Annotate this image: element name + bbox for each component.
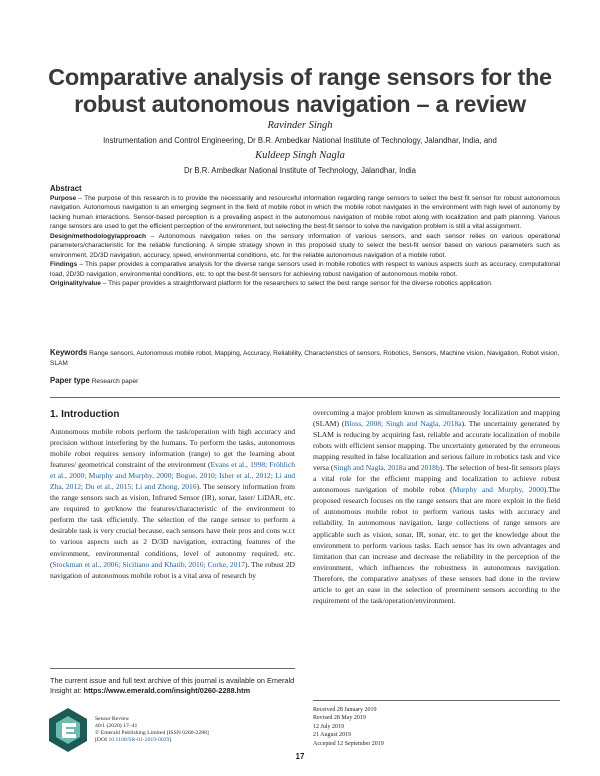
article-dates <box>313 706 384 748</box>
body-text: ). The robust 2D navigation of autonomous mobile robot is a vital area of research by <box>50 559 295 580</box>
date-received: Received 28 January 2019 <box>313 707 377 713</box>
abstract-purpose <box>50 194 560 232</box>
keywords-label: Keywords <box>50 348 88 357</box>
findings-label: Findings <box>50 261 78 269</box>
body-text: and <box>406 463 421 473</box>
body-text: ). The uncertainty generated by SLAM is reducing by acquiring fast, reliable and accurate localization of mobile robots with efficient sensor mapping. The uncertainty generated by the erroneous mapping resulted in false localization and serious failure in robotics task and vice versa ( <box>313 419 560 473</box>
footnote-url[interactable]: https://www.emerald.com/insight/0260-2288.htm <box>83 686 251 695</box>
body-paragraph <box>313 407 560 606</box>
doi-link[interactable]: 10.1108/SR-01-2019-0029 <box>108 737 170 744</box>
body-text: ). The selection of best-fit sensors plays a vital role for the efficient mapping and localization to achieve robust autonomous navigation of mobile robot ( <box>313 463 560 495</box>
footnote <box>50 676 295 696</box>
abstract-design <box>50 232 560 261</box>
journal-publisher: © Emerald Publishing Limited [ISSN 0260-2288] <box>95 730 209 737</box>
footnote-text: The current issue and full text archive of this journal is available on Emerald Insight at: <box>50 676 295 695</box>
dates-divider <box>313 700 560 701</box>
abstract-findings <box>50 260 560 279</box>
doi-suffix: ] <box>169 737 172 744</box>
keywords-text: Range sensors, Autonomous mobile robot, Mapping, Accuracy, Reliability, Characteristics of sensors, Robotics, Sensors, Machine vision, Navigation, Robot vision, SLAM <box>50 350 560 367</box>
design-label: Design/methodology/approach <box>50 232 147 240</box>
body-text: Autonomous mobile robots perform the task/operation with high accuracy and precision without interfering by the humans. To perform the tasks, autonomous mobile robot requires sensory information (range) to get the learning about features/ geometrical constraint of the environment ( <box>50 427 295 470</box>
date-revised: Revised 28 May 2019 <box>313 715 366 722</box>
author-affiliation: Dr B.R. Ambedkar National Institute of Technology, Jalandhar, India <box>183 166 417 175</box>
body-paragraph <box>50 426 295 581</box>
abstract <box>50 184 560 289</box>
date-revised: 21 August 2019 <box>313 732 352 739</box>
paper-type <box>50 376 560 387</box>
citation-link[interactable]: 2018b <box>420 463 440 473</box>
left-column-body <box>50 426 295 581</box>
design-text: – Autonomous navigation relies on the sensory information of various sensors, and each sensor relies on various operational parameters/characteristic for the reliable functioning. A simple strategy shown in this proposed study to select the best-fit sensor based on various parameters such as environment, 2D/3D navigation, accuracy, speed, environmental conditions, etc. for the reliable autonomous navigation of a mobile robot. <box>50 232 560 259</box>
right-column-body <box>313 407 560 606</box>
journal-volume: 40/1 (2020) 17–41 <box>95 723 138 730</box>
citation-link[interactable]: Bloss, 2008; Singh and Nagla, 2018a <box>344 419 462 429</box>
purpose-label: Purpose <box>50 194 77 202</box>
citation-link[interactable]: Evans et al., 1998; Fröhlich et al., 2000; Murphy and Murphy, 2000; Bogue, 2010; Isher et al., 2012; Li and Zha, 2012; Du et al., 2015; Li and Zhong, 2016 <box>50 460 295 492</box>
author-affiliation: Instrumentation and Control Engineering, Dr B.R. Ambedkar National Institute of Technology, Jalandhar, India, and <box>103 136 497 145</box>
date-revised: 12 July 2019 <box>313 723 345 730</box>
date-accepted: Accepted 12 September 2019 <box>313 740 384 747</box>
findings-text: – This paper provides a comparative analysis for the diverse range sensors used in mobile robotics with respect to various aspects such as accuracy, computational load, 2D/3D navigation, environmental conditions, etc. to opt the best-fit sensors for achieving robust navigation of autonomous mobile robot. <box>50 261 560 278</box>
journal-doi <box>95 737 209 744</box>
body-text: ). The sensory information from the range sensors such as vision, Infrared Sensor (IR), sonar, laser/ LiDAR, etc. are required to get/know the features/characteristic of the environment to perform the task efficiently. The selection of the range sensor to perform a desirable task is very crucial because, each sensors have their pros and cons w.r.t to various aspects such as 2 D/3D navigation, extracting features of the environment, environmental conditions, level of autonomy required, etc. ( <box>50 482 295 569</box>
divider <box>50 397 560 398</box>
citation-link[interactable]: Stockman et al., 2006; Siciliano and Khatib, 2016; Corke, 2017 <box>52 559 246 569</box>
journal-info <box>95 716 209 744</box>
keywords <box>50 348 560 368</box>
section-heading: 1. Introduction <box>50 409 120 420</box>
originality-text: – This paper provides a straightforward platform for the researchers to select the best range sensor for the diverse robotics application. <box>100 280 493 288</box>
body-text: ).The proposed research focuses on the range sensors that are more exploit in the field of autonomous mobile robot to perform various tasks with accuracy and reliability. In autonomous navigation, large collections of range sensors are applicable such as vision, sonar, IR, sonar, etc. to get the knowledge about the environment to perform various tasks. Each sensor has its own advantages and limitation that can increase and decrease the reliability in the perception of the environment, which influences the robustness in autonomous navigation. Therefore, the comparative analyses of these sensors had done in the review article to get an ease in the selection of preeminent sensors according to the requirement of the task/operation/environment. <box>313 485 560 605</box>
author-name: Kuldeep Singh Nagla <box>255 150 345 161</box>
emerald-logo <box>48 707 88 753</box>
journal-name: Sensor Review <box>95 716 130 722</box>
citation-link[interactable]: Singh and Nagla, 2018a <box>333 463 407 473</box>
paper-type-label: Paper type <box>50 376 90 385</box>
paper-type-value: Research paper <box>91 378 139 385</box>
body-text: overcoming a major problem known as simultaneously localization and mapping (SLAM) ( <box>313 408 560 429</box>
abstract-heading: Abstract <box>50 184 82 193</box>
originality-label: Originality/value <box>50 280 101 288</box>
abstract-originality <box>50 279 560 289</box>
footnote-divider <box>50 668 295 669</box>
page-number: 17 <box>295 752 305 761</box>
author-name: Ravinder Singh <box>267 120 333 131</box>
paper-title: Comparative analysis of range sensors for the robust autonomous navigation – a review <box>48 64 552 117</box>
purpose-text: – The purpose of this research is to provide the necessarily and resourceful information regarding range sensors to select the best fit sensor for robust autonomous navigation. Autonomous navigation is an emerging segment in the field of mobile robot in which the mobile robot navigates in the environment with high level of autonomy by lacking human interactions. Sensor-based perception is a prevailing aspect in the autonomous navigation of mobile robot along with localization and path planning. Various range sensors are used to get the efficient perception of the environment, but selecting the best-fit sensor to solve the navigation problem is still a vital assignment. <box>50 194 560 231</box>
citation-link[interactable]: Murphy and Murphy, 2000 <box>452 485 544 495</box>
doi-prefix: [DOI <box>95 737 109 744</box>
